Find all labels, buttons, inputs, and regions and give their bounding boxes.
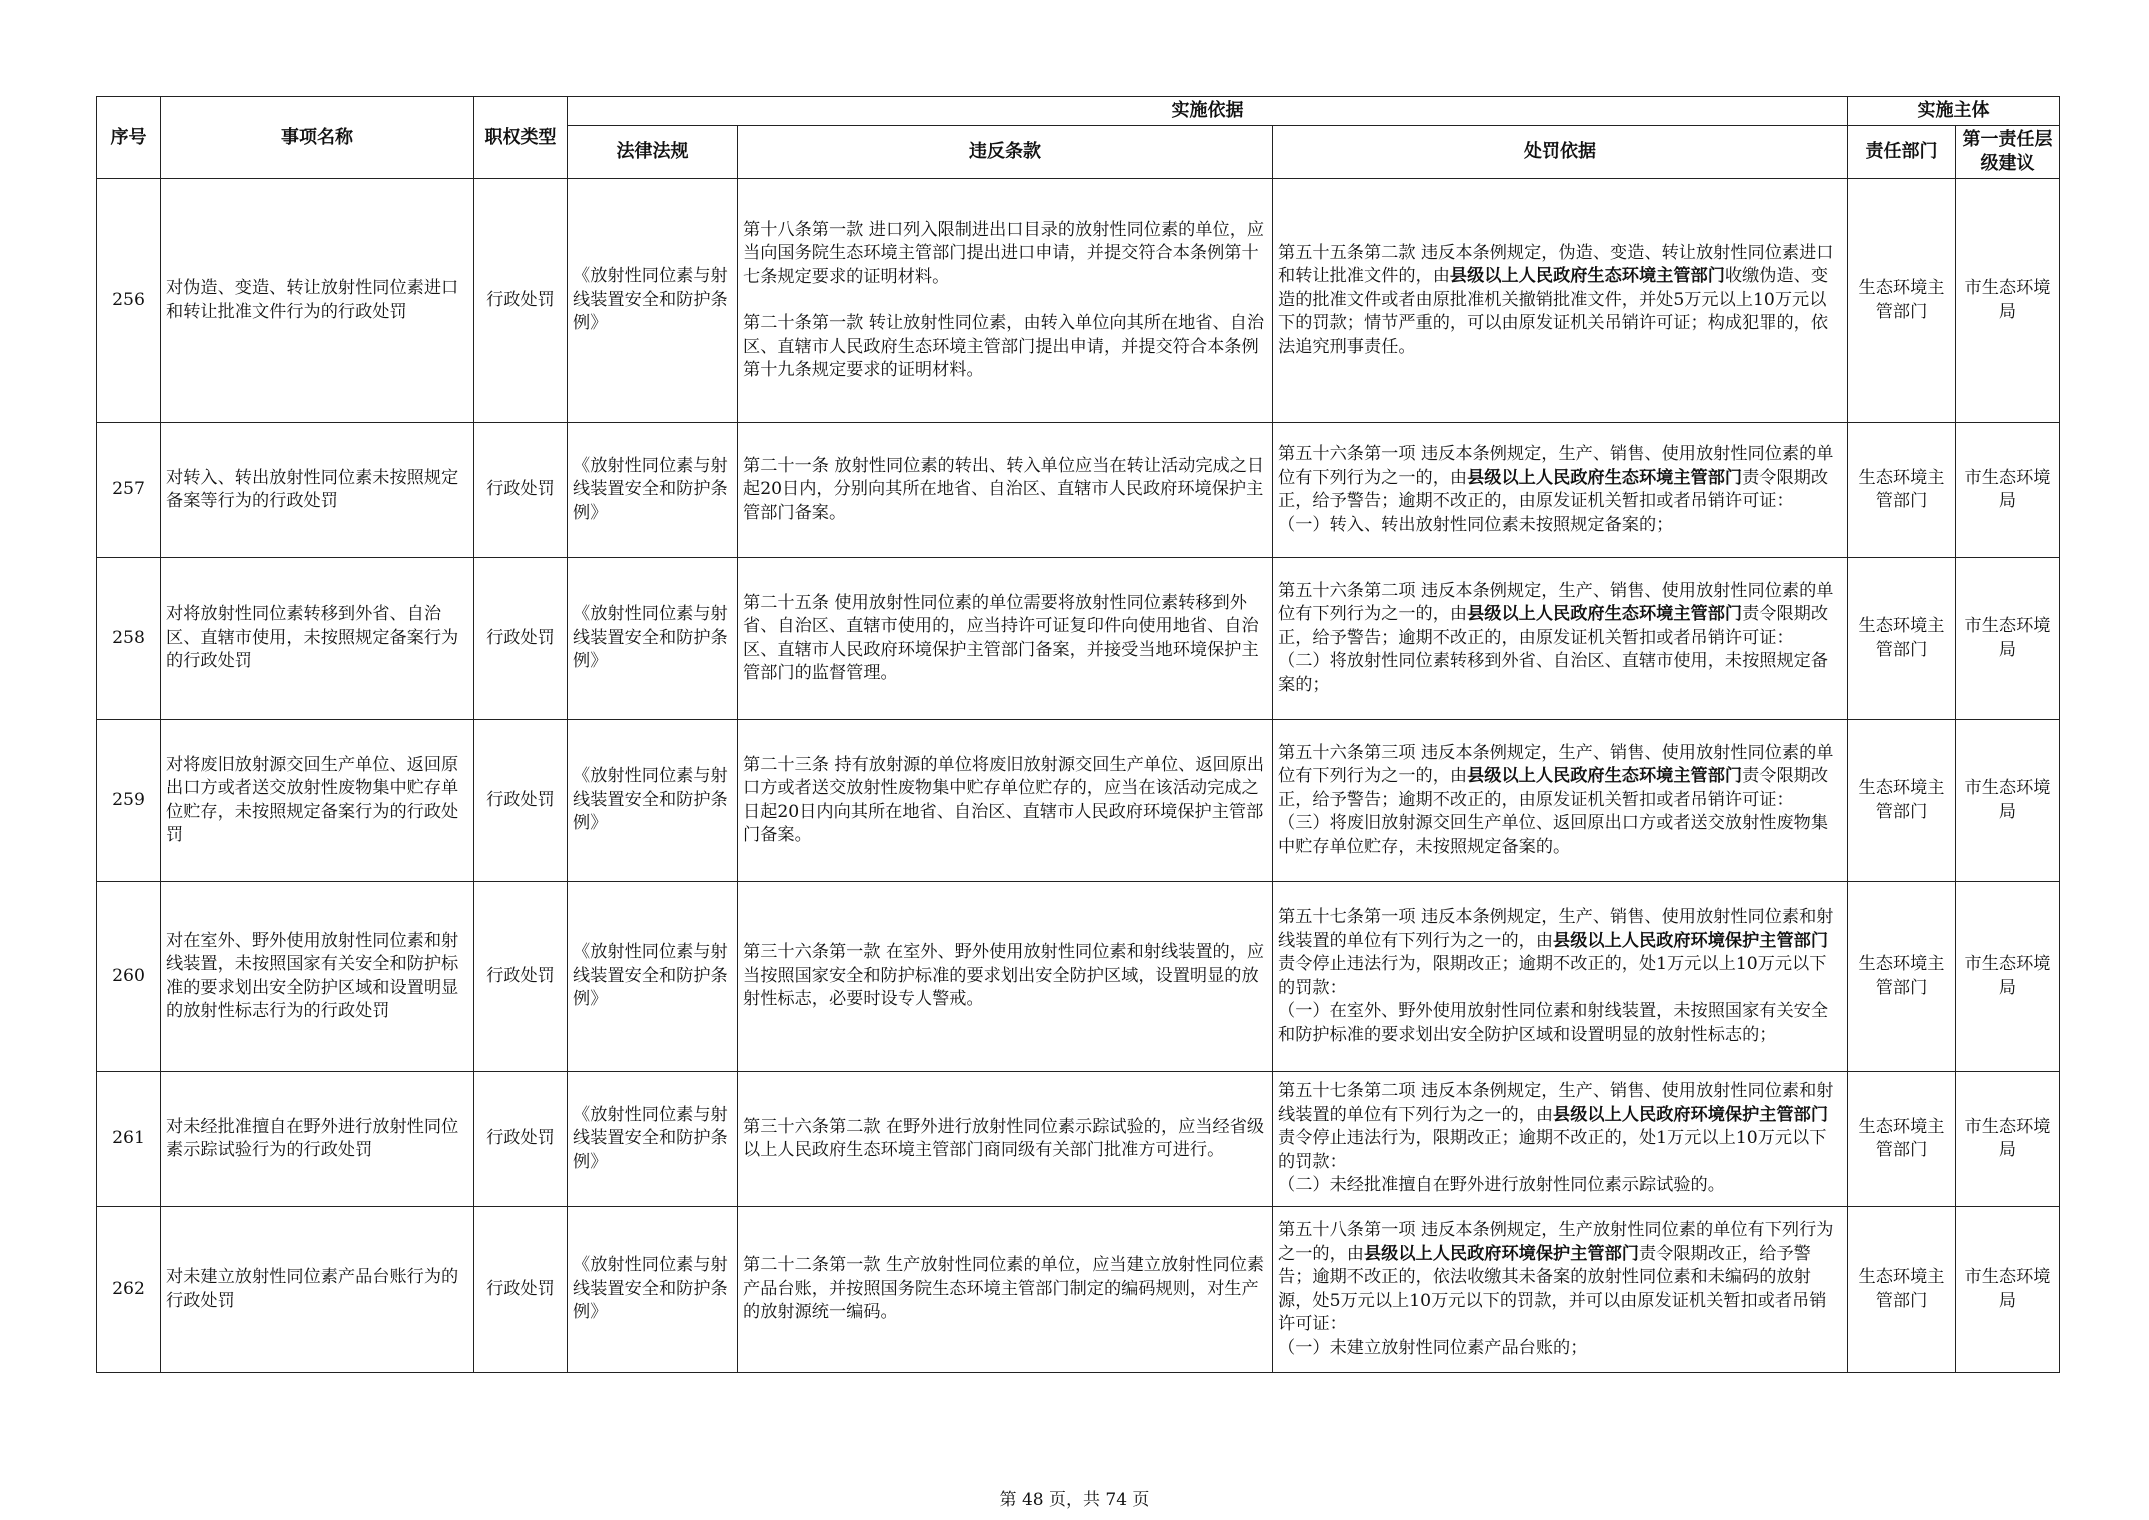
penalty-paragraph [1278,443,1842,514]
penalty-text: 收缴伪造、变造的批准文件或者由原批准机关撤销批准文件，并处5万元以上10万元以下的罚款；情节严重的，可以由原发证机关吊销许可证；构成犯罪的，依法追究刑事责任。 [1278,266,1829,357]
cell-item-name: 对未经批准擅自在野外进行放射性同位素示踪试验行为的行政处罚 [161,1072,474,1207]
penalty-text: 责令限期改正，给予警告；逾期不改正的，由原发证机关暂扣或者吊销许可证： [1278,467,1829,511]
table-row [97,1072,2060,1207]
penalty-authority: 县级以上人民政府环境保护主管部门 [1553,930,1829,951]
table-body [97,179,2060,1373]
cell-penalty [1273,882,1848,1072]
cell-dept: 生态环境主管部门 [1848,179,1956,423]
cell-penalty [1273,1207,1848,1373]
cell-penalty [1273,558,1848,720]
penalty-item: （一）在室外、野外使用放射性同位素和射线装置，未按照国家有关安全和防护标准的要求划出安全防护区域和设置明显的放射性标志的； [1278,1001,1829,1045]
cell-penalty [1273,179,1848,423]
cell-seq: 261 [97,1072,161,1207]
penalty-table [96,96,2060,1373]
header-seq: 序号 [97,97,161,179]
cell-level: 市生态环境局 [1956,1207,2060,1373]
header-penalty: 处罚依据 [1273,126,1848,179]
cell-seq: 256 [97,179,161,423]
cell-dept: 生态环境主管部门 [1848,720,1956,882]
cell-law: 《放射性同位素与射线装置安全和防护条例》 [568,423,738,558]
header-subject-group: 实施主体 [1848,97,2060,126]
table-row [97,882,2060,1072]
penalty-authority: 县级以上人民政府环境保护主管部门 [1553,1104,1829,1125]
penalty-item: （一）转入、转出放射性同位素未按照规定备案的； [1278,514,1674,535]
header-law: 法律法规 [568,126,738,179]
table-row [97,1207,2060,1373]
violation-paragraph: 第十八条第一款 进口列入限制进出口目录的放射性同位素的单位，应当向国务院生态环境主管部门提出进口申请，并提交符合本条例第十七条规定要求的证明材料。 [743,219,1265,287]
penalty-paragraph [1278,906,1842,1000]
cell-power-type: 行政处罚 [474,720,568,882]
penalty-text: 第五十七条第一项 违反本条例规定，生产、销售、使用放射性同位素和射线装置的单位有下列行为之一的，由 [1278,907,1834,951]
cell-item-name: 对转入、转出放射性同位素未按照规定备案等行为的行政处罚 [161,423,474,558]
cell-level: 市生态环境局 [1956,1072,2060,1207]
cell-dept: 生态环境主管部门 [1848,558,1956,720]
cell-law: 《放射性同位素与射线装置安全和防护条例》 [568,179,738,423]
cell-law: 《放射性同位素与射线装置安全和防护条例》 [568,720,738,882]
penalty-item: （二）将放射性同位素转移到外省、自治区、直辖市使用，未按照规定备案的； [1278,651,1829,695]
penalty-text: 第五十八条第一项 违反本条例规定，生产放射性同位素的单位有下列行为之一的，由 [1278,1220,1834,1264]
cell-violation [738,558,1273,720]
cell-law: 《放射性同位素与射线装置安全和防护条例》 [568,1072,738,1207]
cell-law: 《放射性同位素与射线装置安全和防护条例》 [568,1207,738,1373]
violation-paragraph: 第二十条第一款 转让放射性同位素，由转入单位向其所在地省、自治区、直辖市人民政府生态环境主管部门提出申请，并提交符合本条例第十九条规定要求的证明材料。 [743,313,1265,380]
cell-level: 市生态环境局 [1956,882,2060,1072]
penalty-authority: 县级以上人民政府生态环境主管部门 [1467,467,1743,488]
cell-law: 《放射性同位素与射线装置安全和防护条例》 [568,558,738,720]
header-dept: 责任部门 [1848,126,1956,179]
cell-seq: 257 [97,423,161,558]
page-footer: 第 48 页，共 74 页 [999,1490,1150,1510]
header-power-type: 职权类型 [474,97,568,179]
cell-dept: 生态环境主管部门 [1848,1072,1956,1207]
cell-violation [738,423,1273,558]
cell-penalty [1273,423,1848,558]
cell-violation [738,882,1273,1072]
cell-dept: 生态环境主管部门 [1848,882,1956,1072]
table-row [97,558,2060,720]
violation-paragraph: 第二十一条 放射性同位素的转出、转入单位应当在转让活动完成之日起20日内，分别向其所在地省、自治区、直辖市人民政府环境保护主管部门备案。 [743,455,1265,523]
paragraph-gap [743,289,1267,312]
penalty-authority: 县级以上人民政府生态环境主管部门 [1449,266,1725,287]
header-item-name: 事项名称 [161,97,474,179]
penalty-text: 第五十六条第三项 违反本条例规定，生产、销售、使用放射性同位素的单位有下列行为之一的，由 [1278,742,1834,787]
cell-power-type: 行政处罚 [474,882,568,1072]
cell-violation [738,1207,1273,1373]
cell-seq: 259 [97,720,161,882]
table-row [97,179,2060,423]
cell-item-name: 对伪造、变造、转让放射性同位素进口和转让批准文件行为的行政处罚 [161,179,474,423]
violation-paragraph: 第二十三条 持有放射源的单位将废旧放射源交回生产单位、返回原出口方或者送交放射性废物集中贮存单位贮存的，应当在该活动完成之日起20日内向其所在地省、自治区、直辖市人民政府环境保护主管部门备案。 [743,754,1265,845]
cell-dept: 生态环境主管部门 [1848,423,1956,558]
cell-violation [738,1072,1273,1207]
penalty-authority: 县级以上人民政府环境保护主管部门 [1363,1243,1639,1264]
table-row [97,720,2060,882]
cell-seq: 262 [97,1207,161,1373]
cell-power-type: 行政处罚 [474,1072,568,1207]
cell-violation [738,179,1273,423]
violation-paragraph: 第三十六条第二款 在野外进行放射性同位素示踪试验的，应当经省级以上人民政府生态环境主管部门商同级有关部门批准方可进行。 [743,1116,1265,1160]
penalty-text: 第五十五条第二款 违反本条例规定，伪造、变造、转让放射性同位素进口和转让批准文件的，由 [1278,242,1834,287]
penalty-authority: 县级以上人民政府生态环境主管部门 [1467,604,1743,625]
cell-level: 市生态环境局 [1956,423,2060,558]
violation-paragraph: 第三十六条第一款 在室外、野外使用放射性同位素和射线装置的，应当按照国家安全和防护标准的要求划出安全防护区域，设置明显的放射性标志，必要时设专人警戒。 [743,942,1265,1010]
cell-level: 市生态环境局 [1956,558,2060,720]
cell-item-name: 对将放射性同位素转移到外省、自治区、直辖市使用，未按照规定备案行为的行政处罚 [161,558,474,720]
cell-seq: 258 [97,558,161,720]
header-basis-group: 实施依据 [568,97,1848,126]
cell-power-type: 行政处罚 [474,558,568,720]
table-row [97,423,2060,558]
cell-power-type: 行政处罚 [474,423,568,558]
penalty-text: 第五十六条第一项 违反本条例规定，生产、销售、使用放射性同位素的单位有下列行为之一的，由 [1278,444,1834,488]
cell-power-type: 行政处罚 [474,179,568,423]
penalty-paragraph [1278,242,1842,360]
violation-paragraph: 第二十五条 使用放射性同位素的单位需要将放射性同位素转移到外省、自治区、直辖市使用的，应当持许可证复印件向使用地省、自治区、直辖市人民政府环境保护主管部门备案，并接受当地环境保护主管部门的监督管理。 [743,592,1259,683]
header-violation: 违反条款 [738,126,1273,179]
penalty-text: 责令限期改正，给予警告；逾期不改正的，由原发证机关暂扣或者吊销许可证： [1278,766,1829,810]
penalty-text: 责令停止违法行为，限期改正；逾期不改正的，处1万元以上10万元以下的罚款： [1278,1128,1827,1172]
penalty-paragraph [1278,1080,1842,1174]
cell-violation [738,720,1273,882]
penalty-text: 第五十七条第二项 违反本条例规定，生产、销售、使用放射性同位素和射线装置的单位有下列行为之一的，由 [1278,1081,1834,1125]
violation-paragraph: 第二十二条第一款 生产放射性同位素的单位，应当建立放射性同位素产品台账，并按照国务院生态环境主管部门制定的编码规则，对生产的放射源统一编码。 [743,1255,1265,1323]
penalty-authority: 县级以上人民政府生态环境主管部门 [1467,766,1743,787]
cell-law: 《放射性同位素与射线装置安全和防护条例》 [568,882,738,1072]
cell-power-type: 行政处罚 [474,1207,568,1373]
penalty-item: （三）将废旧放射源交回生产单位、返回原出口方或者送交放射性废物集中贮存单位贮存，未按照规定备案的。 [1278,813,1829,857]
table-header [97,97,2060,179]
cell-item-name: 对将废旧放射源交回生产单位、返回原出口方或者送交放射性废物集中贮存单位贮存，未按照规定备案行为的行政处罚 [161,720,474,882]
cell-level: 市生态环境局 [1956,720,2060,882]
penalty-text: 责令限期改正，给予警告；逾期不改正的，由原发证机关暂扣或者吊销许可证： [1278,604,1829,648]
penalty-text: 责令限期改正，给予警告；逾期不改正的，依法收缴其未备案的放射性同位素和未编码的放射源，处5万元以上10万元以下的罚款，并可以由原发证机关暂扣或者吊销许可证： [1278,1243,1827,1334]
header-level: 第一责任层级建议 [1956,126,2060,179]
cell-item-name: 对未建立放射性同位素产品台账行为的行政处罚 [161,1207,474,1373]
penalty-paragraph [1278,580,1842,651]
cell-penalty [1273,720,1848,882]
cell-item-name: 对在室外、野外使用放射性同位素和射线装置，未按照国家有关安全和防护标准的要求划出安全防护区域和设置明显的放射性标志行为的行政处罚 [161,882,474,1072]
penalty-paragraph [1278,742,1842,813]
cell-level: 市生态环境局 [1956,179,2060,423]
cell-dept: 生态环境主管部门 [1848,1207,1956,1373]
penalty-text: 责令停止违法行为，限期改正；逾期不改正的，处1万元以上10万元以下的罚款： [1278,954,1827,998]
penalty-item: （一）未建立放射性同位素产品台账的； [1278,1337,1588,1358]
penalty-item: （二）未经批准擅自在野外进行放射性同位素示踪试验的。 [1278,1175,1725,1196]
cell-seq: 260 [97,882,161,1072]
penalty-text: 第五十六条第二项 违反本条例规定，生产、销售、使用放射性同位素的单位有下列行为之一的，由 [1278,580,1834,625]
penalty-paragraph [1278,1219,1842,1337]
cell-penalty [1273,1072,1848,1207]
